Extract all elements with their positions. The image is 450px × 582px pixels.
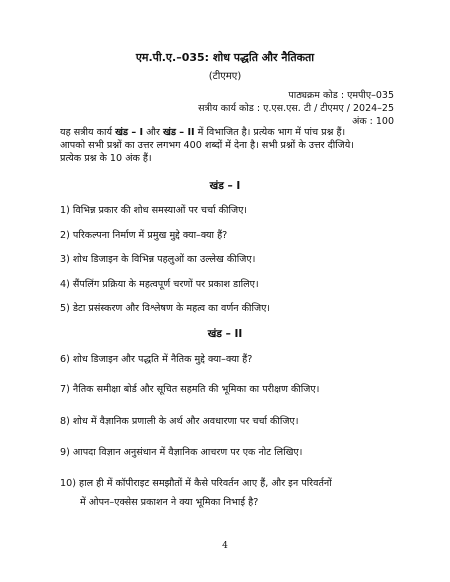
question-10-continuation: में ओपन–एक्सेस प्रकाशन ने क्या भूमिका निभाई है?: [80, 497, 259, 508]
intro-line-2: आपको सभी प्रश्नों का उत्तर लगभग 400 शब्दों में देना है। सभी प्रश्नों के उत्तर दीजिये।: [60, 140, 354, 151]
page-number: 4: [222, 541, 228, 551]
section-2-ref: खंड – II: [162, 127, 195, 138]
question-9: 9) आपदा विज्ञान अनुसंधान में वैज्ञानिक आचरण पर एक नोट लिखिए।: [60, 447, 303, 458]
question-7: 7) नैतिक समीक्षा बोर्ड और सूचित सहमति की भूमिका का परीक्षण कीजिए।: [60, 384, 320, 395]
question-10: 10) हाल ही में कॉपीराइट समझौतों में कैसे परिवर्तन आए हैं, और इन परिवर्तनों: [60, 478, 332, 489]
intro-text: और: [146, 127, 160, 138]
intro-line-3: प्रत्येक प्रश्न के 10 अंक हैं।: [60, 153, 152, 164]
section-1-ref: खंड – I: [115, 127, 144, 138]
question-6: 6) शोध डिजाइन और पद्धति में नैतिक मुद्दे क्या–क्या हैं?: [60, 354, 253, 365]
assignment-code: सत्रीय कार्य कोड : ए.एस.एस. टी / टीएमए / 2024–25: [198, 103, 394, 114]
question-4: 4) सैंपलिंग प्रक्रिया के महत्वपूर्ण चरणों पर प्रकाश डालिए।: [60, 279, 259, 290]
total-marks: अंक : 100: [352, 116, 394, 127]
section-2-heading: खंड – II: [207, 328, 243, 340]
question-2: 2) परिकल्पना निर्माण में प्रमुख मुद्दे क्या–क्या हैं?: [60, 230, 228, 241]
document-title: एम.पी.ए.–035: शोध पद्धति और नैतिकता: [135, 51, 315, 64]
course-code: पाठ्यक्रम कोड : एमपीए–035: [288, 90, 394, 101]
section-1-heading: खंड – I: [209, 180, 241, 192]
document-subtitle: (टीएमए): [208, 71, 242, 82]
question-3: 3) शोध डिजाइन के विभिन्न पहलुओं का उल्लेख कीजिए।: [60, 254, 256, 265]
question-1: 1) विभिन्न प्रकार की शोध समस्याओं पर चर्चा कीजिए।: [60, 205, 248, 216]
intro-text: में विभाजित है। प्रत्येक भाग में पांच प्रश्न हैं।: [197, 127, 346, 138]
intro-line-1: [60, 126, 396, 139]
intro-text: यह सत्रीय कार्य: [60, 127, 113, 138]
question-8: 8) शोध में वैज्ञानिक प्रणाली के अर्थ और अवधारणा पर चर्चा कीजिए।: [60, 416, 299, 427]
question-5: 5) डेटा प्रसंस्करण और विश्लेषण के महत्व का वर्णन कीजिए।: [60, 303, 271, 314]
